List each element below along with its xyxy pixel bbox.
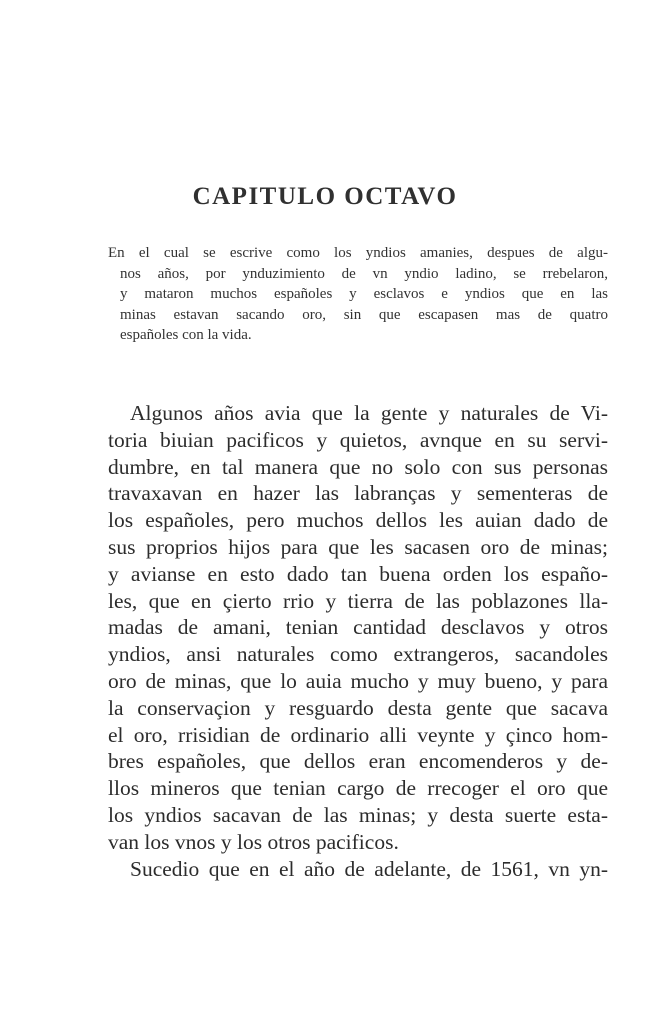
body-line: toria biuian pacificos y quietos, avnque en su servi- — [108, 427, 608, 452]
body-line: y avianse en esto dado tan buena orden los españo- — [108, 561, 608, 586]
body-line: sus proprios hijos para que les sacasen oro de minas; — [108, 534, 608, 559]
summary-line: minas estavan sacando oro, sin que escapasen mas de quatro — [120, 306, 608, 323]
chapter-summary — [108, 243, 608, 346]
summary-line: y mataron muchos españoles y esclavos e yndios que en las — [120, 286, 608, 302]
body-line: Sucedio que en el año de adelante, de 1561, vn yn- — [130, 856, 608, 881]
body-line: Algunos años avia que la gente y naturales de Vi- — [130, 401, 608, 425]
summary-line: nos años, por ynduzimiento de vn yndio ladino, se rrebelaron, — [120, 265, 608, 282]
body-line: bres españoles, que dellos eran encomenderos y de- — [108, 749, 608, 774]
body-line: la conservaçion y resguardo desta gente que sacava — [108, 695, 608, 720]
body-line: los yndios sacavan de las minas; y desta suerte esta- — [108, 802, 608, 827]
body-line: los españoles, pero muchos dellos les auian dado de — [108, 508, 608, 533]
chapter-title: CAPITULO OCTAVO — [192, 183, 458, 210]
body-line: van los vnos y los otros pacificos. — [108, 829, 399, 854]
body-text — [108, 400, 608, 882]
body-line: yndios, ansi naturales como extrangeros, sacandoles — [108, 642, 608, 667]
body-line: dumbre, en tal manera que no solo con sus personas — [108, 454, 608, 479]
summary-line: En el cual se escrive como los yndios amanies, despues de algu- — [108, 245, 608, 261]
body-line: el oro, rrisidian de ordinario alli veynte y çinco hom- — [108, 722, 608, 747]
body-line: oro de minas, que lo auia mucho y muy bueno, y para — [108, 668, 608, 693]
body-line: madas de amani, tenian cantidad desclavos y otros — [108, 615, 608, 640]
summary-line: españoles con la vida. — [120, 327, 252, 343]
body-line: travaxavan en hazer las labranças y sementeras de — [108, 481, 608, 506]
body-line: llos mineros que tenian cargo de rrecoger el oro que — [108, 776, 608, 801]
body-line: les, que en çierto rrio y tierra de las poblazones lla- — [108, 588, 608, 613]
